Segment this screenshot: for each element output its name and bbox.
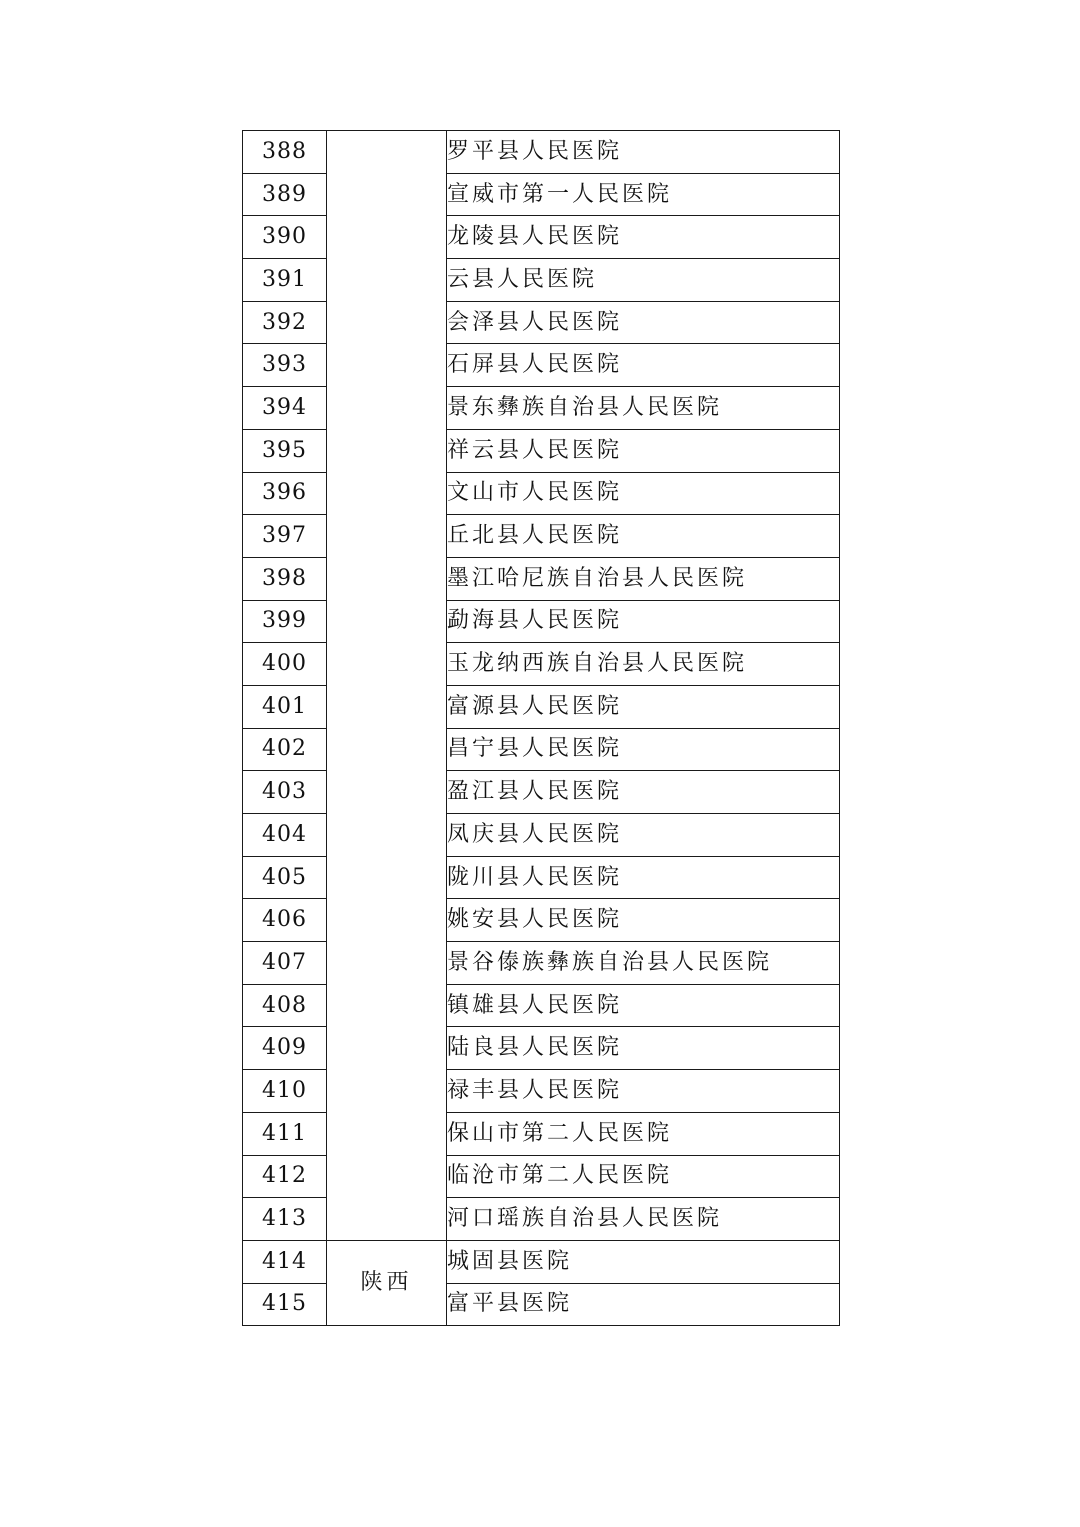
hospital-name: 宣威市第一人民医院 <box>447 173 840 216</box>
hospital-name: 祥云县人民医院 <box>447 429 840 472</box>
province-cell <box>327 131 447 1241</box>
row-number: 398 <box>243 557 327 600</box>
row-number: 388 <box>243 131 327 174</box>
hospital-name: 保山市第二人民医院 <box>447 1112 840 1155</box>
hospital-name: 景东彝族自治县人民医院 <box>447 387 840 430</box>
row-number: 406 <box>243 899 327 942</box>
province-cell: 陕西 <box>327 1240 447 1325</box>
hospital-name: 凤庆县人民医院 <box>447 814 840 857</box>
table-body <box>243 131 840 1326</box>
hospital-name: 富平县医院 <box>447 1283 840 1326</box>
hospital-name: 丘北县人民医院 <box>447 515 840 558</box>
hospital-table <box>242 130 840 1326</box>
row-number: 394 <box>243 387 327 430</box>
row-number: 395 <box>243 429 327 472</box>
hospital-name: 禄丰县人民医院 <box>447 1070 840 1113</box>
hospital-name: 文山市人民医院 <box>447 472 840 515</box>
row-number: 409 <box>243 1027 327 1070</box>
hospital-name: 盈江县人民医院 <box>447 771 840 814</box>
row-number: 392 <box>243 301 327 344</box>
row-number: 401 <box>243 685 327 728</box>
table-row <box>243 1240 840 1283</box>
hospital-name: 景谷傣族彝族自治县人民医院 <box>447 942 840 985</box>
row-number: 399 <box>243 600 327 643</box>
hospital-name: 陆良县人民医院 <box>447 1027 840 1070</box>
row-number: 391 <box>243 259 327 302</box>
row-number: 410 <box>243 1070 327 1113</box>
row-number: 408 <box>243 984 327 1027</box>
hospital-name: 龙陵县人民医院 <box>447 216 840 259</box>
row-number: 397 <box>243 515 327 558</box>
hospital-name: 会泽县人民医院 <box>447 301 840 344</box>
hospital-name: 城固县医院 <box>447 1240 840 1283</box>
row-number: 407 <box>243 942 327 985</box>
row-number: 412 <box>243 1155 327 1198</box>
hospital-name: 石屏县人民医院 <box>447 344 840 387</box>
hospital-name: 河口瑶族自治县人民医院 <box>447 1198 840 1241</box>
row-number: 413 <box>243 1198 327 1241</box>
row-number: 403 <box>243 771 327 814</box>
row-number: 396 <box>243 472 327 515</box>
row-number: 402 <box>243 728 327 771</box>
hospital-name: 临沧市第二人民医院 <box>447 1155 840 1198</box>
hospital-name: 墨江哈尼族自治县人民医院 <box>447 557 840 600</box>
row-number: 405 <box>243 856 327 899</box>
hospital-name: 陇川县人民医院 <box>447 856 840 899</box>
hospital-name: 昌宁县人民医院 <box>447 728 840 771</box>
row-number: 390 <box>243 216 327 259</box>
row-number: 415 <box>243 1283 327 1326</box>
hospital-name: 勐海县人民医院 <box>447 600 840 643</box>
row-number: 393 <box>243 344 327 387</box>
hospital-name: 镇雄县人民医院 <box>447 984 840 1027</box>
hospital-name: 姚安县人民医院 <box>447 899 840 942</box>
row-number: 389 <box>243 173 327 216</box>
row-number: 414 <box>243 1240 327 1283</box>
table-row <box>243 131 840 174</box>
hospital-name: 云县人民医院 <box>447 259 840 302</box>
row-number: 400 <box>243 643 327 686</box>
hospital-name: 罗平县人民医院 <box>447 131 840 174</box>
row-number: 404 <box>243 814 327 857</box>
row-number: 411 <box>243 1112 327 1155</box>
hospital-name: 玉龙纳西族自治县人民医院 <box>447 643 840 686</box>
hospital-name: 富源县人民医院 <box>447 685 840 728</box>
